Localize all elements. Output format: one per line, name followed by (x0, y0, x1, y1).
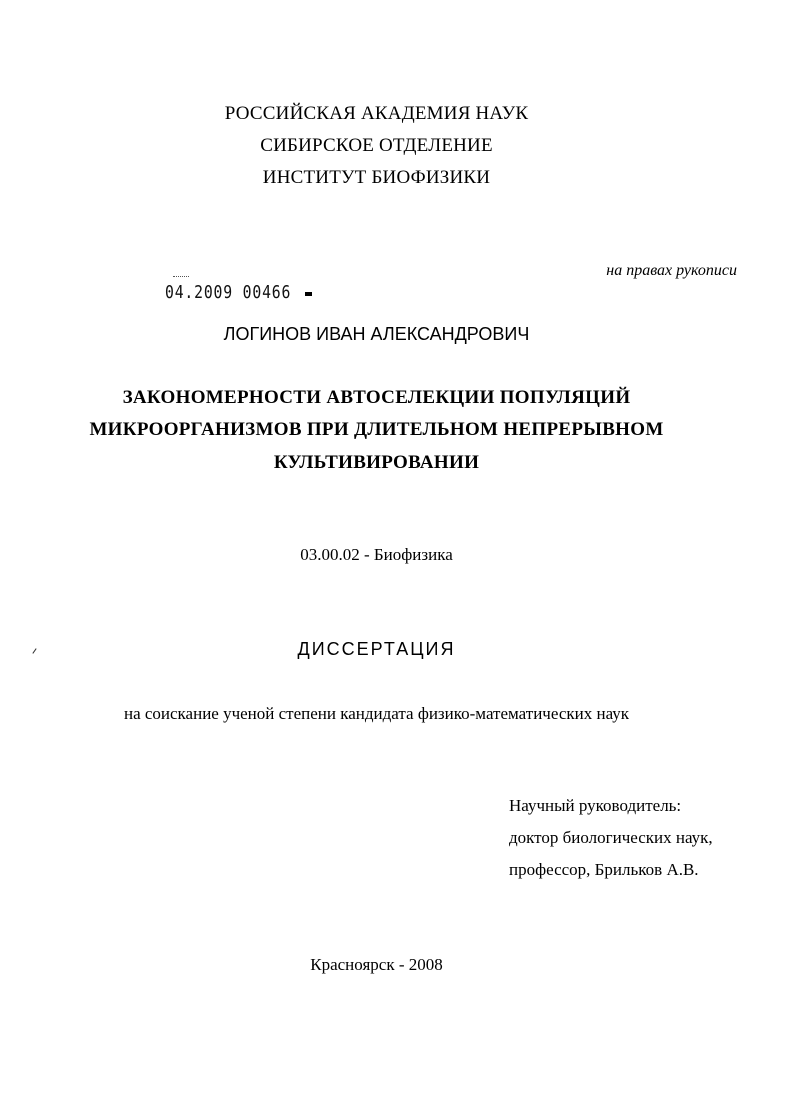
specialty-code: 03.00.02 - Биофизика (300, 545, 453, 564)
thesis-title-line-2: МИКРООРГАНИЗМОВ ПРИ ДЛИТЕЛЬНОМ НЕПРЕРЫВНОМ (89, 419, 664, 440)
supervisor-name: профессор, Брильков А.В. (509, 860, 699, 879)
thesis-title-line-3: КУЛЬТИВИРОВАНИИ (273, 452, 480, 473)
place-and-year: Красноярск - 2008 (310, 955, 443, 974)
stamp-dots-mark (173, 276, 189, 281)
degree-statement: на соискание ученой степени кандидата физико-математических наук (123, 704, 630, 723)
supervisor-degree: доктор биологических наук, (509, 828, 713, 847)
supervisor-label: Научный руководитель: (509, 796, 682, 815)
author-name: ЛОГИНОВ ИВАН АЛЕКСАНДРОВИЧ (223, 324, 530, 344)
stamp-end-mark (305, 292, 312, 296)
document-type-heading: ДИССЕРТАЦИЯ (297, 639, 456, 659)
org-institute: ИНСТИТУТ БИОФИЗИКИ (262, 167, 491, 188)
org-branch: СИБИРСКОЕ ОТДЕЛЕНИЕ (260, 135, 493, 156)
manuscript-rights-note: на правах рукописи (606, 262, 737, 279)
archive-stamp-number: 04.2009 00466 (165, 282, 292, 303)
thesis-title-line-1: ЗАКОНОМЕРНОСТИ АВТОСЕЛЕКЦИИ ПОПУЛЯЦИЙ (122, 387, 631, 408)
org-academy: РОССИЙСКАЯ АКАДЕМИЯ НАУК (224, 103, 529, 124)
